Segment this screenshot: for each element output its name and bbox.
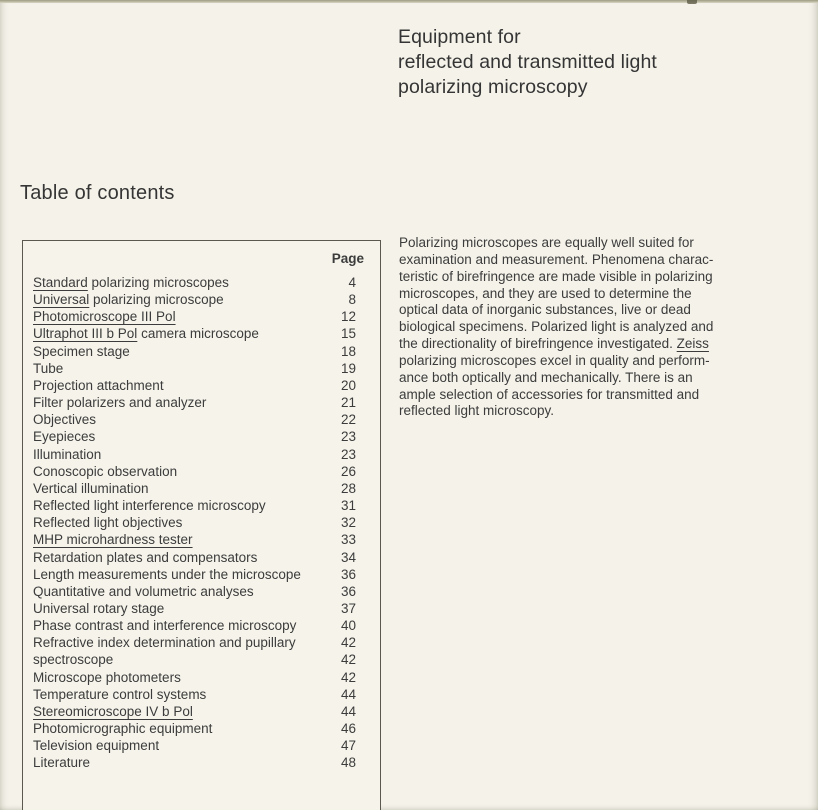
toc-entry-page-number: 31 <box>340 498 356 514</box>
toc-row <box>33 480 380 497</box>
toc-entry-underlined-text: Universal <box>33 292 90 308</box>
toc-row <box>33 377 380 394</box>
toc-entry-page-number: 32 <box>340 515 356 531</box>
toc-entry-label <box>33 308 322 325</box>
toc-entry-page-number: 36 <box>340 583 356 599</box>
toc-entry-page-number: 8 <box>348 292 356 308</box>
toc-entry-label: Specimen stage <box>33 343 130 359</box>
intro-paragraph <box>399 235 811 420</box>
toc-entry-label: Phase contrast and interference microscopy <box>33 618 297 634</box>
intro-text-line: ample selection of accessories for transmitted and <box>399 386 700 402</box>
page-title <box>398 25 657 100</box>
toc-row <box>33 651 380 668</box>
toc-entry-page-number: 46 <box>340 721 356 737</box>
intro-text-line: ance both optically and mechanically. There is an <box>399 369 693 385</box>
toc-entry-page-number: 44 <box>340 703 356 719</box>
toc-entry-page-number: 47 <box>340 738 356 754</box>
toc-entry-label: Objectives <box>33 412 97 428</box>
toc-entry-label: Ultraphot III b Pol camera microscope <box>33 326 259 342</box>
page-title-line-2: reflected and transmitted light <box>398 51 657 73</box>
toc-row <box>33 754 380 771</box>
toc-entry-label: Temperature control systems <box>33 686 207 702</box>
toc-row <box>33 463 380 480</box>
toc-entry-page-number: 48 <box>340 755 356 771</box>
toc-entry-label: Universal rotary stage <box>33 600 165 616</box>
intro-text-line: the directionality of birefringence investigated. Zeiss <box>399 336 709 352</box>
toc-row <box>33 394 380 411</box>
toc-entry-page-number: 20 <box>340 377 356 393</box>
toc-entry-label <box>33 531 322 548</box>
scan-artifact-mark <box>687 0 697 4</box>
toc-row <box>33 446 380 463</box>
toc-entry-label: Universal polarizing microscope <box>33 292 224 308</box>
toc-entry-page-number: 12 <box>340 309 356 325</box>
toc-row <box>33 566 380 583</box>
toc-entry-page-number: 42 <box>340 635 356 651</box>
toc-row <box>33 497 380 514</box>
page-title-line-1: Equipment for <box>398 26 521 48</box>
intro-underlined-text: Zeiss <box>676 336 709 352</box>
toc-entry-page-number: 23 <box>340 429 356 445</box>
toc-row <box>33 428 380 445</box>
toc-entry-page-number: 15 <box>340 326 356 342</box>
toc-row <box>33 583 380 600</box>
toc-heading: Table of contents <box>20 182 175 204</box>
toc-row <box>33 720 380 737</box>
toc-entry-label: Vertical illumination <box>33 480 149 496</box>
toc-entry-label <box>33 703 322 720</box>
toc-row <box>33 343 380 360</box>
toc-entry-label: Filter polarizers and analyzer <box>33 395 207 411</box>
toc-entry-underlined-text: Stereomicroscope IV b Pol <box>33 703 193 719</box>
page-title-line-3: polarizing microscopy <box>398 76 588 98</box>
toc-row <box>33 549 380 566</box>
toc-entry-label: Reflected light objectives <box>33 515 183 531</box>
intro-text-line: Polarizing microscopes are equally well suited for <box>399 235 694 250</box>
toc-page-column-header: Page <box>331 251 364 266</box>
toc-row <box>33 669 380 686</box>
toc-entry-label: Standard polarizing microscopes <box>33 275 229 290</box>
toc-entry-page-number: 18 <box>340 343 356 359</box>
toc-entry-page-number: 4 <box>348 275 356 290</box>
toc-entry-label: Length measurements under the microscope <box>33 566 301 582</box>
toc-row <box>33 686 380 703</box>
toc-entry-label: Retardation plates and compensators <box>33 549 258 565</box>
toc-entry-page-number: 37 <box>340 600 356 616</box>
toc-row <box>33 634 380 651</box>
toc-entry-page-number: 22 <box>340 412 356 428</box>
toc-row <box>33 600 380 617</box>
toc-entry-page-number: 42 <box>340 669 356 685</box>
toc-entry-page-number: 23 <box>340 446 356 462</box>
toc-entry-label: Photomicrographic equipment <box>33 721 213 737</box>
toc-row <box>33 325 380 342</box>
toc-row <box>33 737 380 754</box>
toc-list <box>33 274 380 772</box>
intro-text-line: teristic of birefringence are made visible in polarizing <box>399 268 713 284</box>
toc-entry-page-number: 21 <box>340 395 356 411</box>
toc-entry-page-number: 33 <box>340 532 356 548</box>
toc-entry-page-number: 40 <box>340 618 356 634</box>
toc-entry-underlined-text: Standard <box>33 275 88 290</box>
toc-row <box>33 617 380 634</box>
toc-entry-label: spectroscope <box>33 652 114 668</box>
toc-row <box>33 514 380 531</box>
intro-text-line: polarizing microscopes excel in quality and perform- <box>399 352 710 368</box>
toc-row <box>33 291 380 308</box>
toc-row <box>33 274 380 291</box>
toc-entry-page-number: 19 <box>340 360 356 376</box>
toc-entry-label: Refractive index determination and pupillary <box>33 635 296 651</box>
toc-entry-underlined-text: Ultraphot III b Pol <box>33 326 138 342</box>
toc-row <box>33 308 380 325</box>
toc-entry-underlined-text: MHP microhardness tester <box>33 532 193 548</box>
toc-entry-page-number: 36 <box>340 566 356 582</box>
toc-entry-label: Quantitative and volumetric analyses <box>33 583 254 599</box>
toc-entry-page-number: 26 <box>340 463 356 479</box>
toc-entry-label: Projection attachment <box>33 377 164 393</box>
toc-entry-page-number: 34 <box>340 549 356 565</box>
toc-row <box>33 411 380 428</box>
toc-entry-label: Literature <box>33 755 91 771</box>
intro-text-line: examination and measurement. Phenomena charac- <box>399 251 714 267</box>
toc-entry-label: Illumination <box>33 446 102 462</box>
toc-entry-label: Television equipment <box>33 738 160 754</box>
toc-entry-label: Reflected light interference microscopy <box>33 498 266 514</box>
intro-text-line: reflected light microscopy. <box>399 403 555 419</box>
intro-text-line: microscopes, and they are used to determine the <box>399 285 692 301</box>
toc-row <box>33 531 380 548</box>
toc-box <box>22 240 381 810</box>
toc-entry-label: Tube <box>33 360 64 376</box>
toc-row <box>33 360 380 377</box>
intro-text-line: biological specimens. Polarized light is analyzed and <box>399 319 714 335</box>
toc-entry-page-number: 28 <box>340 480 356 496</box>
toc-entry-page-number: 42 <box>340 652 356 668</box>
toc-entry-label: Microscope photometers <box>33 669 181 685</box>
intro-text-line: optical data of inorganic substances, live or dead <box>399 302 691 318</box>
toc-entry-label: Conoscopic observation <box>33 463 178 479</box>
toc-row <box>33 703 380 720</box>
toc-entry-label: Eyepieces <box>33 429 96 445</box>
toc-entry-page-number: 44 <box>340 686 356 702</box>
toc-entry-underlined-text: Photomicroscope III Pol <box>33 309 176 325</box>
